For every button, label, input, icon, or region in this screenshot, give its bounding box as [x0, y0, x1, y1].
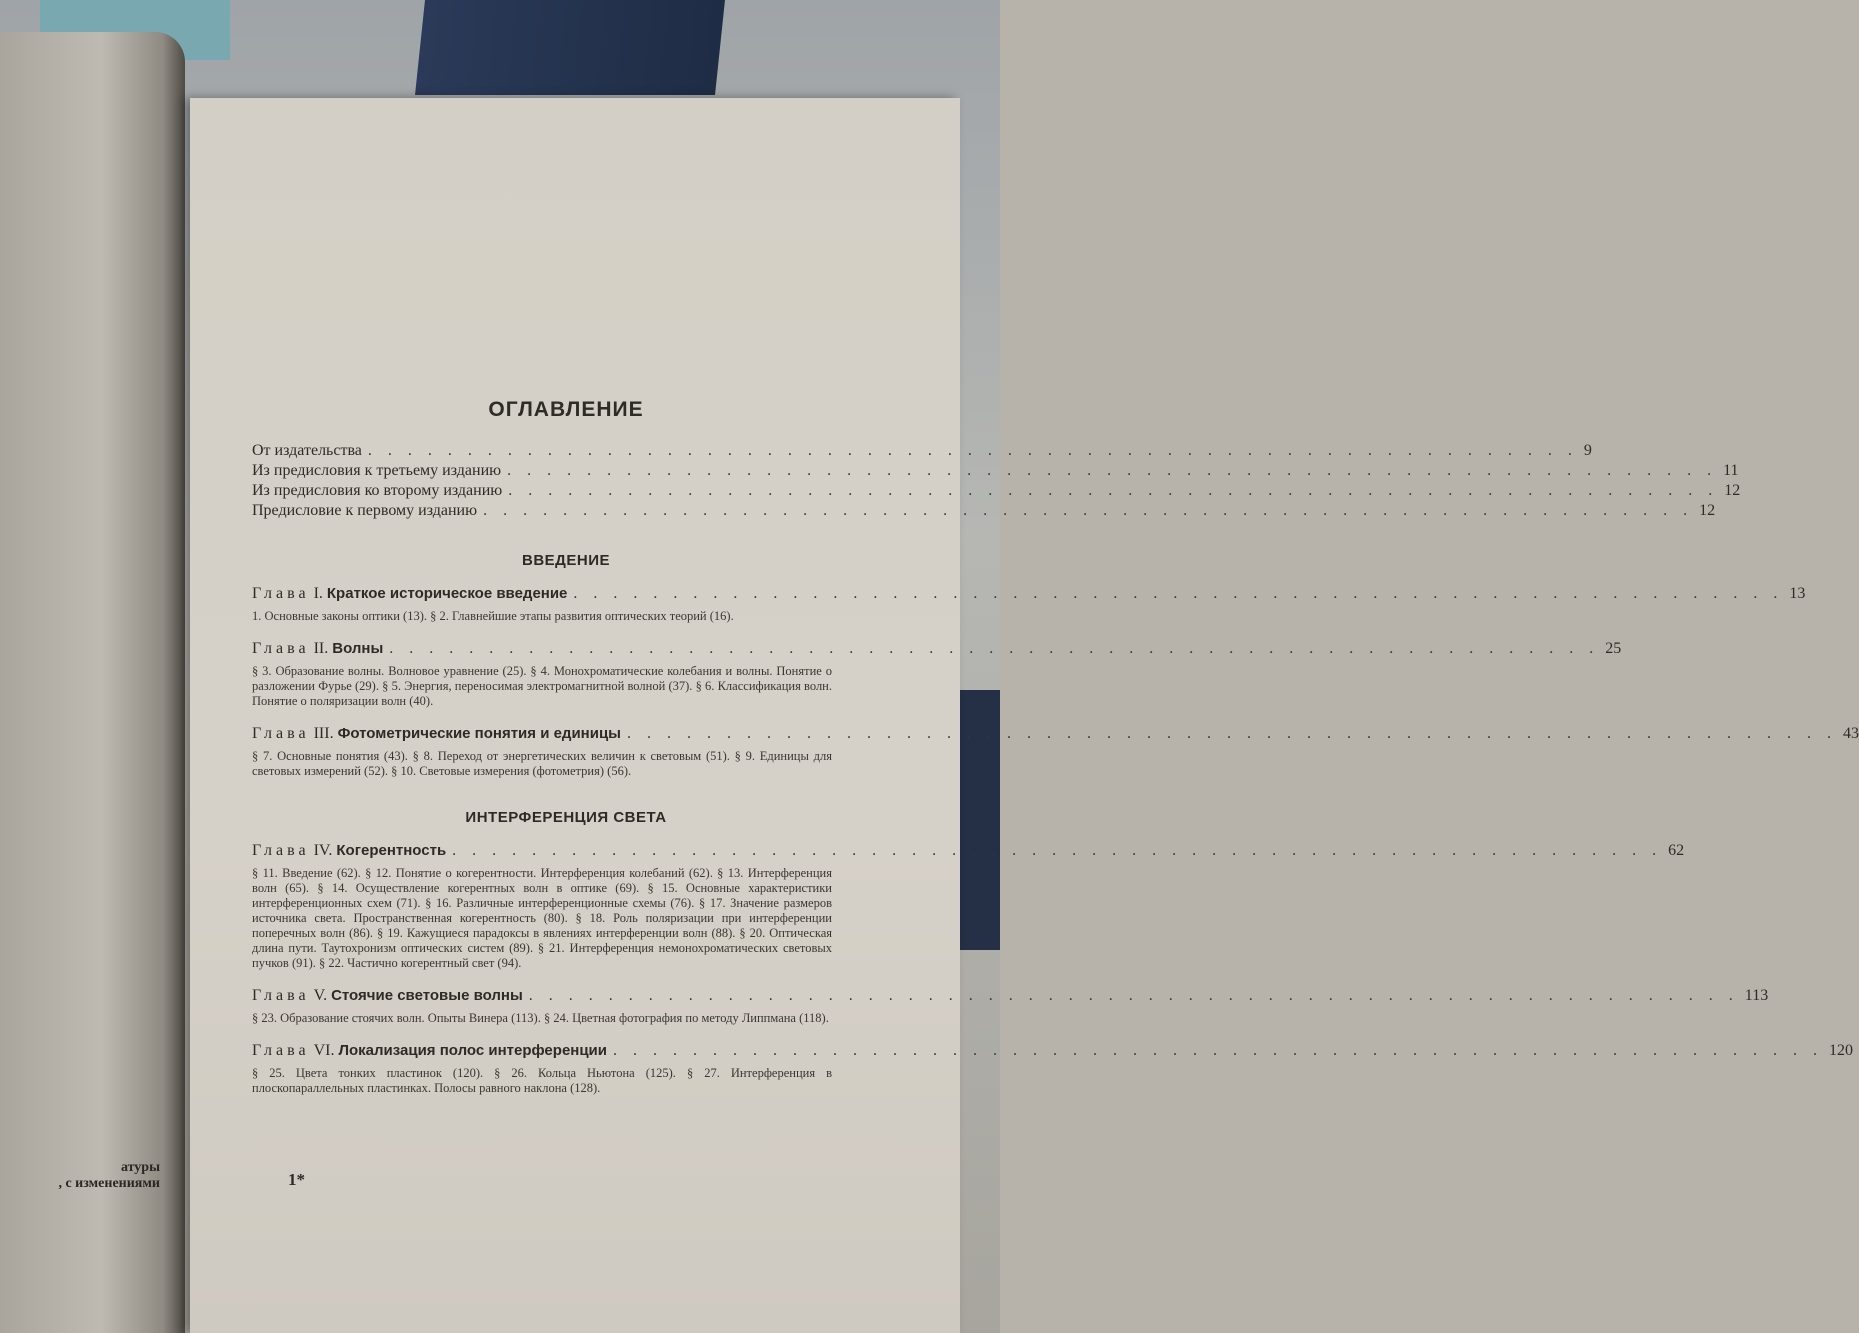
chapter-paragraphs: 1. Основные законы оптики (13). § 2. Главнейшие этапы развития оптических теорий (16).: [252, 609, 734, 623]
chapter-page: 25: [1605, 640, 1622, 657]
toc-entry-label: Из предисловия ко второму изданию: [252, 482, 503, 499]
toc-entry-label: Из предисловия к третьему изданию: [252, 462, 502, 479]
chapter-paragraphs: § 11. Введение (62). § 12. Понятие о когерентности. Интерференция колебаний (62). § 13. Интерференция волн (65). § 14. Осуществление когерентных волн в оптике (69). § 15. Основные характеристики интерференционных схем (71). § 16. Различные интерференционные схемы (76). § 17. Значение размеров источника света. Пространственная когерентность (80). § 18. Роль поляризации при интерференции поперечных волн (86). § 19. Кажущиеся парадоксы в явлениях интерференции волн (88). § 20. Оптическая длина пути. Таутохронизм оптических систем (89). § 21. Интерференция немонохроматических световых пучков (91). § 22. Частично когерентный свет (94).: [252, 866, 832, 970]
chapter-title: Когерентность: [336, 842, 447, 859]
chapter-title: Локализация полос интерференции: [338, 1042, 608, 1059]
chapter-page: 43: [1842, 725, 1859, 742]
chapter-label: [252, 987, 523, 1005]
chapter-list-interference: [252, 842, 1854, 1096]
chapter-label: [252, 842, 446, 860]
chapter-entry: [252, 842, 1685, 971]
toc-entry-label: От издательства: [252, 442, 362, 459]
chapter-heading-row: [252, 987, 1769, 1005]
chapter-list-intro: [252, 585, 1859, 779]
chapter-word: Глава: [252, 1042, 310, 1059]
dot-leader: . . . . . . . . . . . . . . . . . . . . . . . . . . . . . . . . . . . . . . . . . . . . . . . . . . . . . . . . . . . . .: [507, 462, 1718, 479]
chapter-entry: [252, 725, 1859, 779]
dot-leader: . . . . . . . . . . . . . . . . . . . . . . . . . . . . . . . . . . . . . . . . . . . . . . . . . . . . . . . . . . . . .: [483, 502, 1694, 519]
toc-entry-page: 12: [1699, 502, 1716, 519]
chapter-paragraphs: § 25. Цвета тонких пластинок (120). § 26. Кольца Ньютона (125). § 27. Интерференция в плоскопараллельных пластинках. Полосы равного наклона (128).: [252, 1066, 832, 1095]
chapter-number: IV.: [313, 842, 333, 859]
chapter-paragraphs: § 7. Основные понятия (43). § 8. Переход от энергетических величин к световым (51). § 9. Единицы для световых измерений (52). § 10. Световые измерения (фотометрия) (56).: [252, 749, 832, 778]
table-of-contents: [252, 398, 1859, 1096]
chapter-word: Глава: [252, 987, 310, 1004]
toc-entry-page: 11: [1723, 462, 1739, 479]
chapter-word: Глава: [252, 640, 310, 657]
toc-title: ОГЛАВЛЕНИЕ: [488, 398, 644, 421]
chapter-word: Глава: [252, 842, 310, 859]
toc-entry-page: 12: [1724, 482, 1741, 499]
left-page-line: атуры: [120, 1160, 160, 1175]
left-page-text: [0, 1160, 160, 1192]
rug-pattern: [415, 0, 725, 95]
chapter-label: [252, 585, 567, 603]
chapter-word: Глава: [252, 585, 310, 602]
left-book-page: [0, 32, 185, 1333]
front-matter-list: [252, 442, 1741, 522]
chapter-number: II.: [313, 640, 329, 657]
toc-entry: [252, 482, 1741, 502]
dot-leader: . . . . . . . . . . . . . . . . . . . . . . . . . . . . . . . . . . . . . . . . . . . . . . . . . . . . . . . . . . . . .: [452, 842, 1663, 859]
page-folio: 1*: [288, 1170, 305, 1189]
section-heading-interference: ИНТЕРФЕРЕНЦИЯ СВЕТА: [465, 809, 667, 826]
chapter-title: Фотометрические понятия и единицы: [337, 725, 621, 742]
chapter-heading-row: [252, 842, 1685, 860]
chapter-page: 13: [1789, 585, 1806, 602]
toc-entry-label: Предисловие к первому изданию: [252, 502, 478, 519]
chapter-number: I.: [313, 585, 323, 602]
right-book-page: [190, 98, 1859, 1333]
chapter-entry: [252, 987, 1769, 1026]
chapter-page: 62: [1668, 842, 1685, 859]
dot-leader: . . . . . . . . . . . . . . . . . . . . . . . . . . . . . . . . . . . . . . . . . . . . . . . . . . . . . . . . . . . . .: [528, 987, 1739, 1004]
chapter-title: Волны: [332, 640, 384, 657]
dot-leader: . . . . . . . . . . . . . . . . . . . . . . . . . . . . . . . . . . . . . . . . . . . . . . . . . . . . . . . . . . . . .: [367, 442, 1578, 459]
dot-leader: . . . . . . . . . . . . . . . . . . . . . . . . . . . . . . . . . . . . . . . . . . . . . . . . . . . . . . . . . . . . .: [613, 1042, 1824, 1059]
chapter-paragraphs: § 3. Образование волны. Волновое уравнение (25). § 4. Монохроматические колебания и волны. Понятие о разложении Фурье (29). § 5. Энергия, переносимая электромагнитной волной (37). § 6. Классификация волн. Понятие о поляризации волн (40).: [252, 664, 832, 708]
dot-leader: . . . . . . . . . . . . . . . . . . . . . . . . . . . . . . . . . . . . . . . . . . . . . . . . . . . . . . . . . . . . .: [389, 640, 1600, 657]
chapter-title: Стоячие световые волны: [331, 987, 523, 1004]
chapter-page: 113: [1744, 987, 1769, 1004]
chapter-number: VI.: [313, 1042, 335, 1059]
chapter-page: 120: [1829, 1042, 1854, 1059]
dot-leader: . . . . . . . . . . . . . . . . . . . . . . . . . . . . . . . . . . . . . . . . . . . . . . . . . . . . . . . . . . . . .: [626, 725, 1837, 742]
chapter-heading-row: [252, 640, 1622, 658]
chapter-word: Глава: [252, 725, 310, 742]
chapter-entry: [252, 585, 1806, 624]
dot-leader: . . . . . . . . . . . . . . . . . . . . . . . . . . . . . . . . . . . . . . . . . . . . . . . . . . . . . . . . . . . . .: [573, 585, 1784, 602]
chapter-heading-row: [252, 1042, 1854, 1060]
chapter-number: V.: [313, 987, 328, 1004]
chapter-number: III.: [313, 725, 334, 742]
dot-leader: . . . . . . . . . . . . . . . . . . . . . . . . . . . . . . . . . . . . . . . . . . . . . . . . . . . . . . . . . . . . .: [508, 482, 1719, 499]
chapter-entry: [252, 640, 1622, 709]
chapter-label: [252, 1042, 607, 1060]
chapter-entry: [252, 1042, 1854, 1096]
toc-entry-page: 9: [1583, 442, 1592, 459]
chapter-title: Краткое историческое введение: [326, 585, 568, 602]
chapter-heading-row: [252, 725, 1859, 743]
toc-entry: [252, 502, 1716, 522]
left-page-line: , с изменениями: [58, 1176, 160, 1191]
chapter-paragraphs: § 23. Образование стоячих волн. Опыты Винера (113). § 24. Цветная фотография по методу Липпмана (118).: [252, 1011, 829, 1025]
toc-entry: [252, 442, 1592, 462]
toc-entry: [252, 462, 1739, 482]
chapter-label: [252, 725, 621, 743]
chapter-heading-row: [252, 585, 1806, 603]
section-heading-intro: ВВЕДЕНИЕ: [522, 552, 610, 569]
chapter-label: [252, 640, 383, 658]
